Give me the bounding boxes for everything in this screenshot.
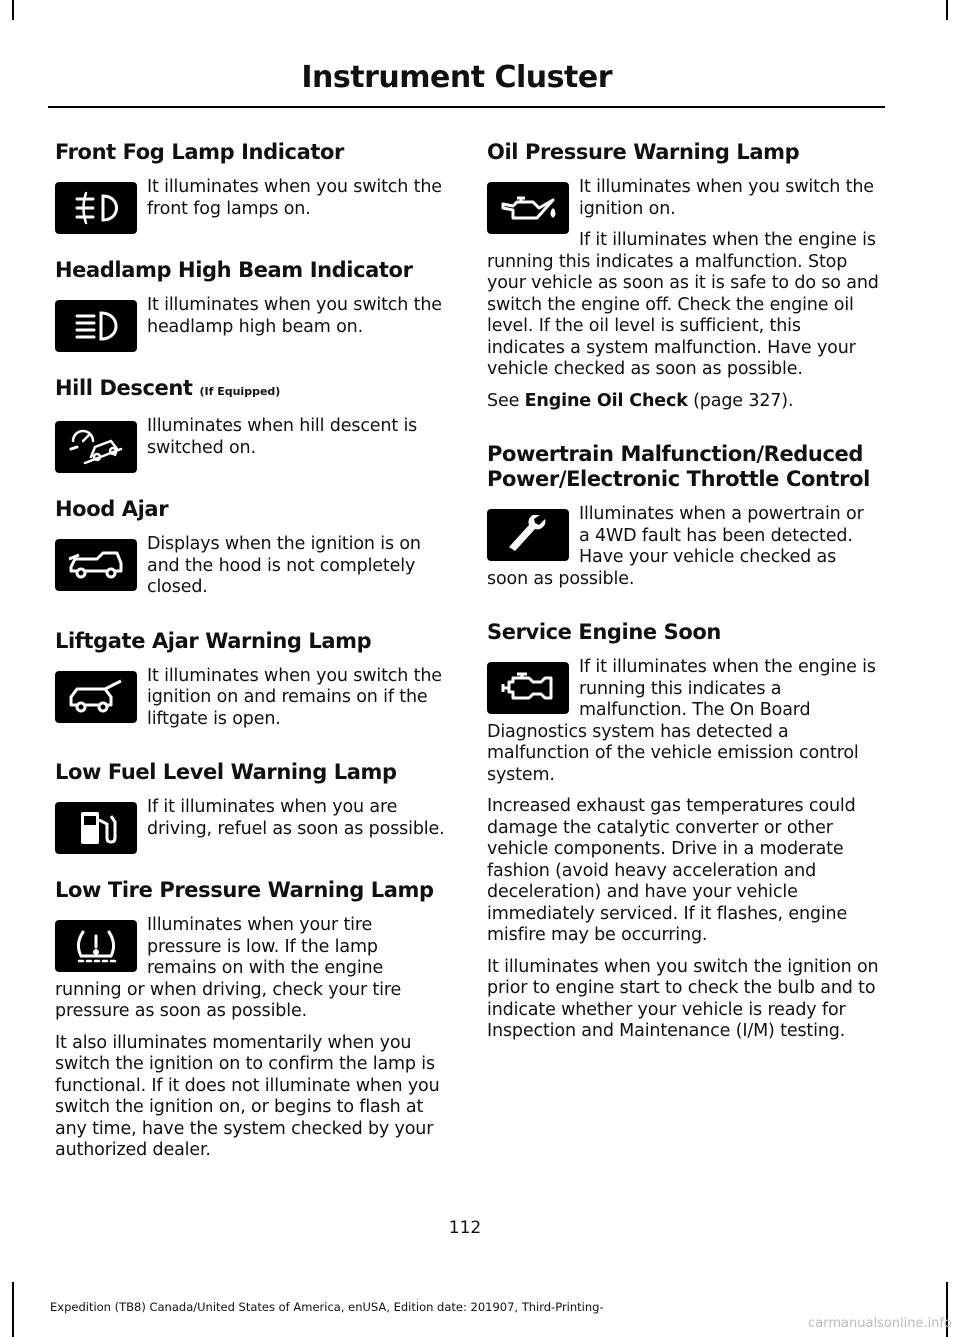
section-heading	[55, 629, 451, 654]
fuel-pump-icon	[55, 802, 137, 854]
section-heading	[55, 497, 451, 522]
liftgate-ajar-icon	[55, 671, 137, 723]
front-fog-lamp-icon	[55, 182, 137, 234]
section-heading-text: Headlamp High Beam Indicator	[55, 258, 413, 282]
description-text: It illuminates when you switch the headlamp high beam on.	[147, 295, 442, 337]
description-text: It illuminates when you switch the front fog lamps on.	[147, 177, 442, 219]
indicator-entry	[55, 629, 451, 741]
description-text: Increased exhaust gas temperatures could damage the catalytic converter or other vehicle components. Drive in a moderate fashion (avoid heavy acceleration and deceleration) and have your vehicle immediately serviced. If it flashes, engine misfire may be occurring.	[487, 796, 856, 945]
indicator-entry	[55, 258, 451, 356]
indicator-entry	[487, 140, 879, 422]
oil-can-icon	[487, 182, 569, 234]
page-number: 112	[448, 1218, 482, 1238]
crop-mark	[946, 0, 948, 20]
crop-mark	[12, 0, 14, 20]
indicator-entry	[55, 497, 451, 609]
indicator-entry	[487, 620, 879, 1053]
section-heading-text: Powertrain Malfunction/Reduced Power/Electronic Throttle Control	[487, 442, 870, 491]
check-engine-icon	[487, 662, 569, 714]
description-text: It also illuminates momentarily when you switch the ignition on to confirm the lamp is functional. If it does not illuminate when you switch the ignition on, or begins to flash at any time, have the system checked by your authorized dealer.	[55, 1032, 440, 1160]
tire-pressure-icon	[55, 920, 137, 972]
description-text: It illuminates when you switch the ignition on and remains on if the liftgate is open.	[147, 665, 442, 729]
section-heading-text: Oil Pressure Warning Lamp	[487, 140, 800, 164]
hill-descent-icon	[55, 421, 137, 473]
cross-reference-prefix: See	[487, 390, 525, 411]
indicator-entry	[55, 376, 451, 477]
section-heading-text: Liftgate Ajar Warning Lamp	[55, 628, 372, 653]
description-text: If it illuminates when the engine is running this indicates a malfunction. The On Board Diagnostics system has detected a malfunction of the vehicle emission control system.	[487, 657, 876, 785]
watermark: carmanualsonline.info	[808, 1316, 952, 1331]
section-heading	[55, 878, 451, 903]
description-text: Illuminates when your tire pressure is low. If the lamp remains on with the engine running or when driving, check your tire pressure as soon as possible.	[55, 915, 402, 1021]
hood-ajar-icon	[55, 539, 137, 591]
indicator-entry	[55, 760, 451, 858]
section-heading-text: Front Fog Lamp Indicator	[55, 140, 344, 164]
section-heading	[55, 258, 451, 283]
section-heading-text: Service Engine Soon	[487, 620, 721, 644]
section-heading	[55, 140, 451, 165]
description-text: If it illuminates when you are driving, refuel as soon as possible.	[147, 797, 445, 839]
footer-edition: Expedition (TB8) Canada/United States of America, enUSA, Edition date: 201907, Third-Printing-	[50, 1300, 604, 1314]
description-text: Illuminates when hill descent is switched on.	[147, 416, 418, 458]
description-text: Displays when the ignition is on and the hood is not completely closed.	[147, 534, 421, 597]
cross-reference-page: (page 327).	[687, 390, 794, 411]
left-column	[55, 140, 451, 1192]
indicator-entry	[55, 140, 451, 238]
equipment-note: (If Equipped)	[199, 385, 281, 398]
page-title: Instrument Cluster	[301, 60, 612, 95]
section-heading	[55, 376, 451, 404]
description-text: Illuminates when a powertrain or a 4WD fault has been detected. Have your vehicle checked as soon as possible.	[487, 504, 864, 589]
header-divider	[48, 106, 885, 108]
engine-oil-check-link[interactable]: Engine Oil Check	[524, 390, 688, 411]
section-heading	[487, 620, 879, 645]
section-heading-text: Low Tire Pressure Warning Lamp	[55, 878, 434, 902]
indicator-entry	[487, 442, 879, 600]
section-heading	[55, 760, 451, 785]
section-heading-text: Hill Descent	[55, 376, 193, 400]
right-column	[487, 140, 879, 1073]
cross-reference	[487, 391, 879, 413]
indicator-entry	[55, 878, 451, 1172]
description-text: If it illuminates when the engine is running this indicates a malfunction. Stop your vehicle as soon as it is safe to do so and switch the engine off. Check the engine oil level. If the oil level is sufficient, this indicates a system malfunction. Have your vehicle checked as soon as possible.	[487, 230, 879, 379]
section-heading	[487, 442, 879, 492]
wrench-icon	[487, 509, 569, 561]
crop-mark	[12, 1282, 14, 1337]
section-heading-text: Low Fuel Level Warning Lamp	[55, 760, 397, 784]
description-text: It illuminates when you switch the ignition on prior to engine start to check the bulb and to indicate whether your vehicle is ready for Inspection and Maintenance (I/M) testing.	[487, 956, 879, 1041]
high-beam-icon	[55, 300, 137, 352]
section-heading-text: Hood Ajar	[55, 497, 169, 521]
description-text: It illuminates when you switch the ignition on.	[579, 177, 874, 219]
section-heading	[487, 140, 879, 165]
